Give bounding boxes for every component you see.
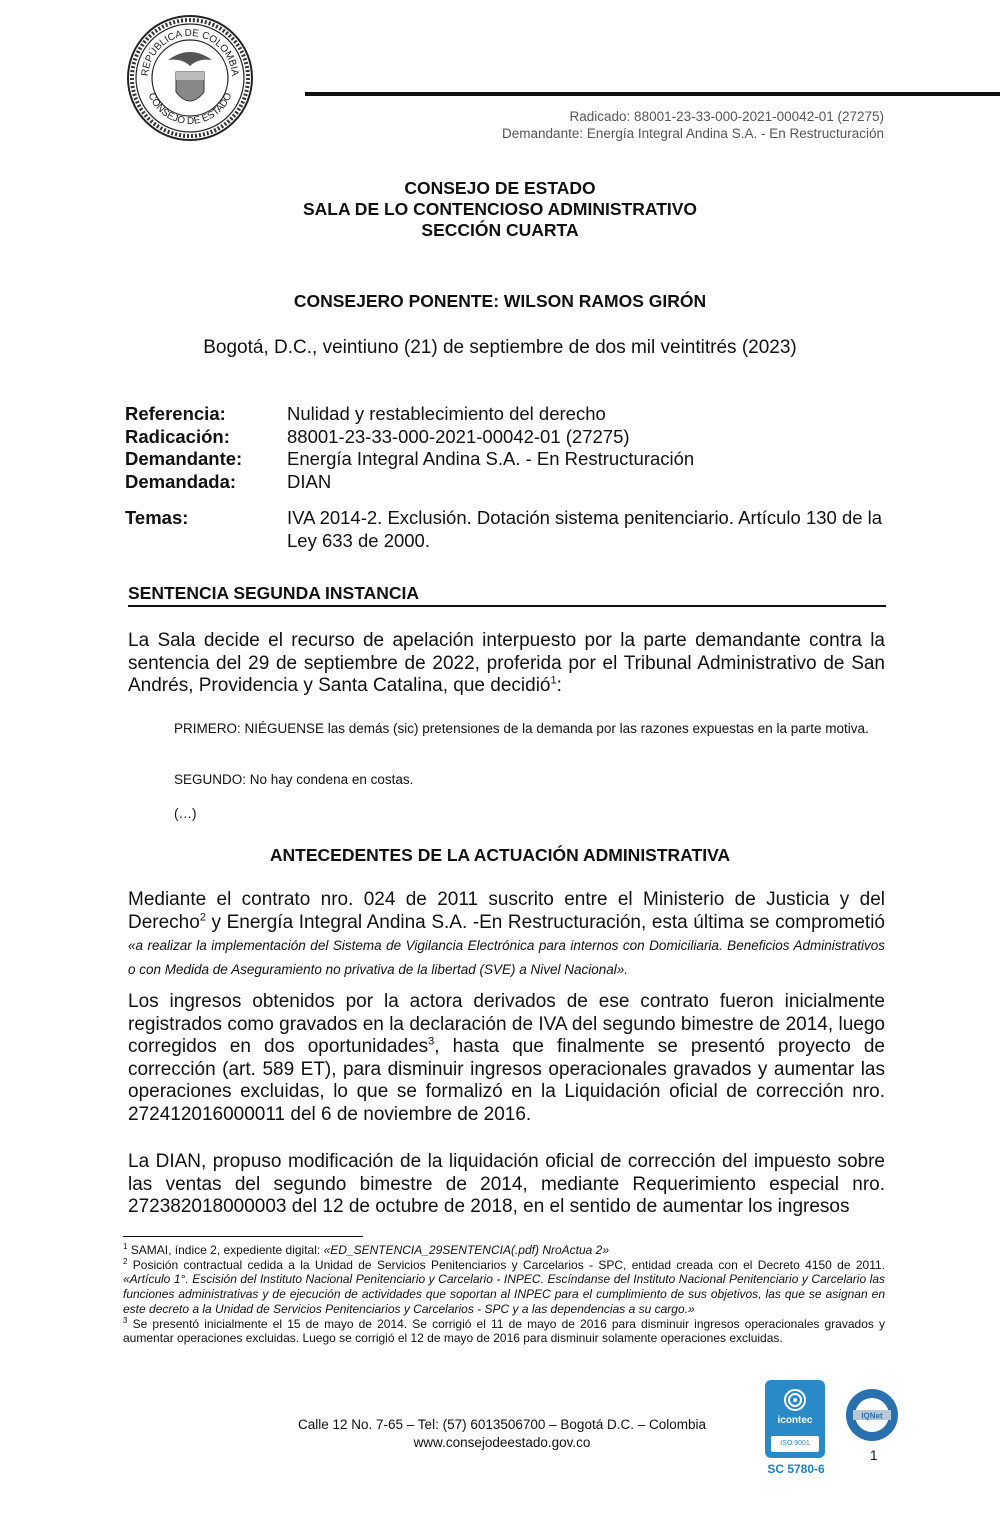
footnote-number: 2	[123, 1256, 128, 1266]
quote-segundo: SEGUNDO: No hay condena en costas.	[174, 772, 414, 787]
intro-paragraph	[128, 630, 885, 698]
para1-quote: «a realizar la implementación del Sistema de Vigilancia Electrónica para internos con Domiciliaria. Beneficios Administrativos o con Medida de Aseguramiento no privativa de la libertad (SVE) a Nivel Nacional».	[128, 938, 885, 977]
svg-text:CONSEJO DE ESTADO: CONSEJO DE ESTADO	[145, 91, 235, 128]
consejo-de-estado-seal-logo	[126, 14, 254, 142]
section-heading-antecedentes: ANTECEDENTES DE LA ACTUACIÓN ADMINISTRATIVA	[269, 845, 731, 865]
paragraph-dian: La DIAN, propuso modificación de la liquidación oficial de corrección del impuesto sobre las ventas del segundo bimestre de 2014, mediante Requerimiento especial nro. 272382018000003 del 12 de octubre de 2018, en el sentido de aumentar los ingresos	[128, 1151, 885, 1217]
court-section: SECCIÓN CUARTA	[421, 220, 579, 240]
running-header	[502, 108, 884, 142]
footnote-2	[123, 1258, 885, 1317]
iso-label: ISO 9001	[771, 1436, 819, 1452]
meta-row-demandante	[125, 448, 900, 471]
footer-address-block	[262, 1416, 742, 1452]
icontec-label: icontec	[777, 1415, 813, 1426]
case-metadata	[125, 403, 900, 552]
paragraph-ingresos	[128, 991, 885, 1126]
footnote-separator	[123, 1236, 363, 1237]
footnote-text: Se presentó inicialmente el 15 de mayo de 2014. Se corrigió el 11 de mayo de 2016 para disminuir ingresos operacionales gravados y aumentar operaciones excluidas. Luego se corrigió el 12 de mayo de 2016 para disminuir solamente operaciones excluidas.	[123, 1316, 885, 1346]
meta-value: DIAN	[287, 470, 332, 492]
meta-label: Temas:	[125, 507, 189, 528]
footnote-1	[123, 1243, 885, 1258]
icontec-spiral-icon	[783, 1388, 807, 1412]
footnote-3	[123, 1317, 885, 1346]
page-number: 1	[870, 1448, 878, 1463]
para1-text-b: y Energía Integral Andina S.A. -En Restructuración, esta última se comprometió	[205, 911, 885, 933]
court-name: CONSEJO DE ESTADO	[404, 178, 596, 198]
court-chamber: SALA DE LO CONTENCIOSO ADMINISTRATIVO	[302, 199, 698, 219]
meta-label: Radicación:	[125, 425, 230, 447]
icontec-certification-logo	[765, 1380, 825, 1458]
intro-text: La Sala decide el recurso de apelación interpuesto por la parte demandante contra la sentencia del 29 de septiembre de 2022, proferida por el Tribunal Administrativo de San Andrés, Providencia y Santa Catalina, que decidió	[128, 630, 885, 696]
para2-text-a: Los ingresos obtenidos por la actora derivados de ese contrato fueron inicialmente registrados como gravados en la declaración de IVA del segundo bimestre de 2014, luego corregidos en dos oportunidades	[128, 991, 885, 1057]
footnotes	[123, 1243, 885, 1346]
consejero-ponente: CONSEJERO PONENTE: WILSON RAMOS GIRÓN	[293, 291, 707, 311]
footnote-text: SAMAI, índice 2, expediente digital:	[127, 1243, 324, 1257]
running-header-radicado: Radicado: 88001-23-33-000-2021-00042-01 (27275)	[569, 109, 884, 124]
quote-primero: PRIMERO: NIÉGUENSE las demás (sic) pretensiones de la demanda por las razones expuestas en la parte motiva.	[174, 721, 869, 736]
para1-text-a: Mediante el contrato nro. 024 de 2011 suscrito entre el Ministerio de Justicia y del Derecho	[128, 889, 885, 933]
footnote-ref-2[interactable]: 2	[199, 911, 206, 924]
footnote-italic: «Artículo 1°. Escisión del Instituto Nacional Penitenciario y Carcelario - INPEC. Escíndanse del Instituto Nacional Penitenciario y Carcelario las funciones administrativas y de ejecución de actividades que soportan al INPEC para el cumplimiento de sus objetivos, las que se asignan en este decreto a la Unidad de Servicios Penitenciarios y Carcelarios - SPC y a las dependencias a su cargo.»	[123, 1272, 885, 1316]
footnote-italic: «ED_SENTENCIA_29SENTENCIA(.pdf) NroActua 2»	[323, 1243, 610, 1257]
sentencia-heading: SENTENCIA SEGUNDA INSTANCIA	[128, 583, 886, 607]
footnote-number: 3	[123, 1315, 128, 1325]
meta-label: Demandada:	[125, 470, 237, 492]
iqnet-certification-logo	[845, 1388, 899, 1442]
footnote-ref-1[interactable]: 1	[550, 674, 557, 687]
footer-website-link[interactable]: www.consejodeestado.gov.co	[413, 1435, 591, 1450]
meta-value: Energía Integral Andina S.A. - En Restructuración	[287, 448, 695, 469]
para2-text-b: , hasta que finalmente se presentó proyecto de corrección (art. 589 ET), para disminuir ingresos operacionales gravados y aumentar las operaciones excluidas, lo que se formalizó en la Liquidación oficial de corrección nro. 272412016000011 del 6 de noviembre de 2016.	[128, 1036, 885, 1125]
svg-text:IQNet: IQNet	[861, 1411, 883, 1421]
svg-text:REPÚBLICA DE COLOMBIA: REPÚBLICA DE COLOMBIA	[139, 27, 241, 77]
meta-row-referencia	[125, 403, 900, 426]
meta-label: Referencia:	[125, 403, 226, 424]
intro-tail: :	[556, 675, 562, 696]
running-header-demandante: Demandante: Energía Integral Andina S.A. - En Restructuración	[502, 126, 884, 141]
meta-value: Nulidad y restablecimiento del derecho	[287, 403, 606, 424]
footnote-ref-3[interactable]: 3	[428, 1035, 435, 1048]
court-title-block	[0, 178, 1000, 241]
meta-value: 88001-23-33-000-2021-00042-01 (27275)	[287, 425, 630, 447]
certification-code: SC 5780-6	[767, 1462, 825, 1476]
document-date: Bogotá, D.C., veintiuno (21) de septiembre de dos mil veintitrés (2023)	[203, 337, 797, 358]
quote-ellipsis: (…)	[174, 806, 197, 821]
header-rule	[305, 92, 1000, 96]
footer-address: Calle 12 No. 7-65 – Tel: (57) 6013506700 – Bogotá D.C. – Colombia	[297, 1417, 706, 1432]
meta-value: IVA 2014-2. Exclusión. Dotación sistema penitenciario. Artículo 130 de la Ley 633 de 2000.	[287, 507, 883, 551]
meta-row-temas	[125, 507, 900, 552]
paragraph-contrato	[128, 889, 885, 981]
footnote-text: Posición contractual cedida a la Unidad de Servicios Penitenciarios y Carcelarios - SPC, entidad creada con el Decreto 4150 de 2011.	[127, 1257, 885, 1272]
meta-row-radicacion	[125, 426, 900, 449]
footnote-number: 1	[123, 1242, 128, 1251]
meta-row-demandada	[125, 471, 900, 494]
meta-label: Demandante:	[125, 448, 243, 469]
